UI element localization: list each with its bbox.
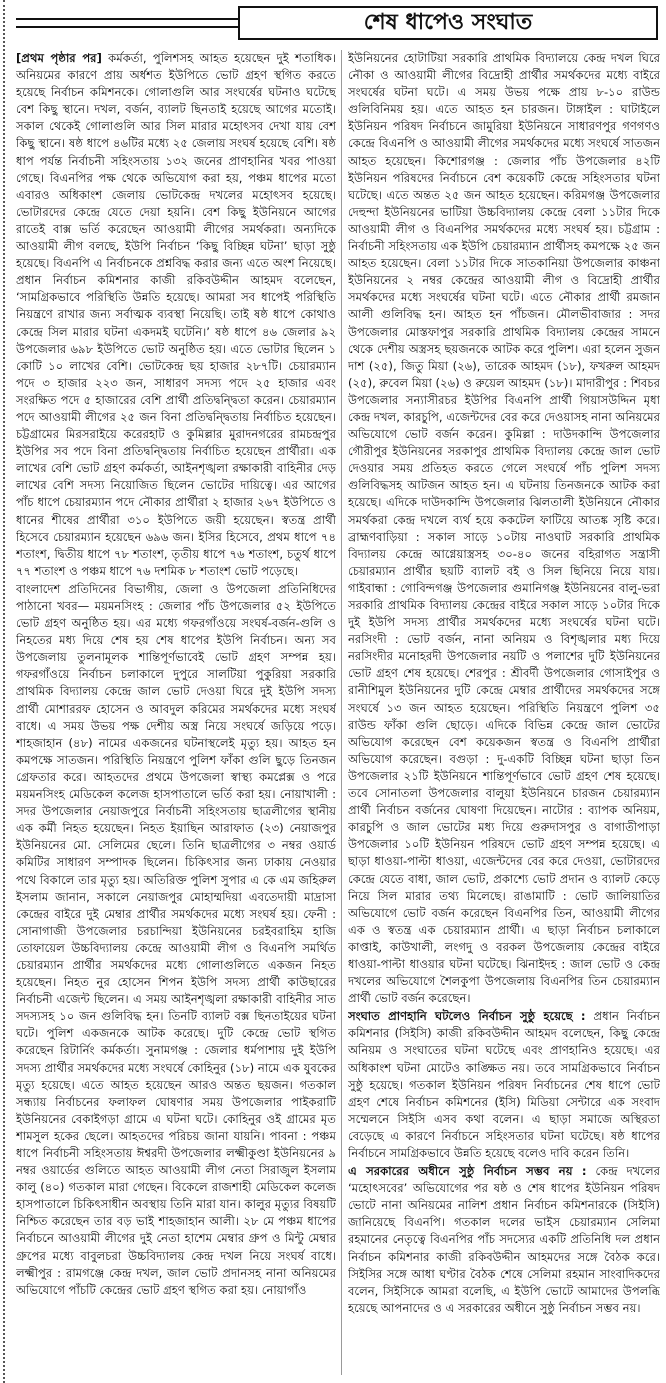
paragraph-text: ইউনিয়নের হোটাটিয়া সরকারি প্রাথমিক বিদ্যালয়ে কেন্দ্র দখল ঘিরে নৌকা ও আওয়ামী লীগের বিদ্রোহী প্রার্থীর সমর্থকদের মধ্যে বাইরে সংঘর্ষের ঘটনা ঘটে। এ সময় উভয় পক্ষে প্রায় ৮-১০ রাউন্ড গুলিবিনিময় হয়। এতে আহত হন চারজন। টাঙ্গাইল : ঘাটাইলে ইউনিয়ন পরিষদ নির্বাচনে জামুরিয়া ইউনিয়নে সাধারণপুর গণগণও কেন্দ্রে বিএনপি ও আওয়ামী লীগের সমর্থকদের মধ্যে সংঘর্ষে সাতজন আহত হয়েছেন। কিশোরগঞ্জ : জেলার পাঁচ উপজেলার ৪২টি ইউনিয়ন পরিষদের নির্বাচনে বেশ কয়েকটি কেন্দ্রে সহিংসতার ঘটনা ঘটেছে। এতে অন্তত ২৫ জন আহত হয়েছেন। করিমগঞ্জ উপজেলার দেহুন্দা ইউনিয়নের ভাটিয়া উচ্চবিদ্যালয় কেন্দ্রে বেলা ১১টার দিকে আওয়ামী লীগ ও বিএনপির সমর্থকদের মধ্যে সংঘর্ষ হয়। চট্টগ্রাম : নির্বাচনী সহিংসতায় এক ইউপি চেয়ারম্যান প্রার্থীসহ কমপক্ষে ২৫ জন আহত হয়েছেন। বেলা ১১টার দিকে সাতকানিয়া উপজেলার কাঞ্চনা ইউনিয়নের ২ নম্বর কেন্দ্রের আওয়ামী লীগ ও বিদ্রোহী প্রার্থীর সমর্থকদের মধ্যে সংঘর্ষের ঘটনা ঘটে। এতে নৌকার প্রার্থী রমজান আলী গুলিবিদ্ধ হন। আহত হন পাঁচজন। মৌলভীবাজার : সদর উপজেলার মোস্তফাপুর সরকারি প্রাথমিক বিদ্যালয় কেন্দ্রের সামনে থেকে দেশীয় অস্ত্রসহ ছয়জনকে আটক করে পুলিশ। এরা হলেন সুজন দাশ (২৫), জিতু মিয়া (২৬), তারেক আহমদ (১৮), ফখরুল আহমদ (২৫), রুবেল মিয়া (২৬) ও রুয়েল আহমদ (১৮)। মাদারীপুর : শিবচর উপজেলার সন্যাসীরচর ইউপির বিএনপি প্রার্থী গিয়াসউদ্দিন মৃধা কেন্দ্র দখল, কারচুপি, এজেন্টদের বের করে দেওয়াসহ নানা অনিয়মের অভিযোগে ভোট বর্জন করেন। কুমিল্লা : দাউদকান্দি উপজেলার গৌরীপুর ইউনিয়নের সরকাপুর প্রাথমিক বিদ্যালয় কেন্দ্রে জাল ভোট দেওয়ার সময় প্রতিহত করতে গেলে সংঘর্ষে পাঁচ পুলিশ সদস্য গুলিবিদ্ধসহ আটজন আহত হন। এ ঘটনায় তিনজনকে আটক করা হয়েছে। এদিকে দাউদকান্দি উপজেলার ঝিলতালী ইউনিয়নে নৌকার সমর্থকরা কেন্দ্র দখলে ব্যর্থ হয়ে ককটেল ফাটিয়ে আতঙ্ক সৃষ্টি করে। ব্রাহ্মণবাড়িয়া : সকাল সাড়ে ১০টায় নাওঘাট সরকারি প্রাথমিক বিদ্যালয় কেন্দ্রে আগ্নেয়াস্ত্রসহ ৩০-৪০ জনের বহিরাগত সন্ত্রাসী চেয়ারম্যান প্রার্থীর ছয়টি ব্যালট বই ও সিল ছিনিয়ে নিয়ে যায়। গাইবান্ধা : গোবিন্দগঞ্জ উপজেলার গুমানিগঞ্জ ইউনিয়নের বালু-ভরা সরকারি প্রাথমিক বিদ্যালয় কেন্দ্রের বাইরে সকাল সাড়ে ১০টার দিকে দুই ইউপি সদস্য প্রার্থীর সমর্থকদের মধ্যে সংঘর্ষের ঘটনা ঘটে। নরসিংদী : ভোট বর্জন, নানা অনিয়ম ও বিশৃঙ্খলার মধ্য দিয়ে নরসিংদীর মনোহরদী উপজেলার নয়টি ও পলাশের দুটি ইউনিয়নের ভোট গ্রহণ শেষ হয়েছে। শেরপুর : শ্রীবর্দী উপজেলার গোসাইপুর ও রানীশিমুল ইউনিয়নের দুটি কেন্দ্রে মেম্বার প্রার্থীদের সমর্থকদের সঙ্গে সংঘর্ষে ১৩ জন আহত হয়েছেন। পরিস্থিতি নিয়ন্ত্রণে পুলিশ ৩৫ রাউন্ড ফাঁকা গুলি ছোড়ে। এদিকে বিভিন্ন কেন্দ্রে জাল ভোটের অভিযোগ করেছেন বেশ কয়েকজন স্বতন্ত্র ও বিএনপি প্রার্থীরা অভিযোগ করেছেন। বগুড়া : দু-একটি বিচ্ছিন্ন ঘটনা ছাড়া তিন উপজেলার ২১টি ইউনিয়নে শান্তিপূর্ণভাবে ভোট গ্রহণ শেষ হয়েছে। তবে সোনাতলা উপজেলার বালুয়া ইউনিয়নে চারজন চেয়ারম্যান প্রার্থী নির্বাচন বর্জনের ঘোষণা দিয়েছেন। নাটোর : ব্যাপক অনিয়ম, কারচুপি ও জাল ভোটের মধ্য দিয়ে গুরুদাসপুর ও বাগাতীপাড়া উপজেলার ১০টি ইউনিয়ন পরিষদে ভোট গ্রহণ সম্পন্ন হয়েছে। এ ছাড়া ধাওয়া-পাল্টা ধাওয়া, এজেন্টদের বের করে দেওয়া, ভোটারদের কেন্দ্রে যেতে বাধা, জাল ভোট, প্রকাশ্যে ভোট প্রদান ও ব্যালট কেড়ে নিয়ে সিল মারার তথ্য মিলেছে। রাঙামাটি : ভোট জালিয়াতির অভিযোগে ভোট বর্জন করেছেন বিএনপির তিন, আওয়ামী লীগের এক ও স্বতন্ত্র এক চেয়ারম্যান প্রার্থী। এ ছাড়া নির্বাচন চলাকালে কাপ্তাই, কাউখালী, লংগদু ও বরকল উপজেলায় কেন্দ্রের বাইরে ধাওয়া-পাল্টা ধাওয়ার ঘটনা ঘটেছে। ঝিনাইদহ : জাল ভোট ও কেন্দ্র দখলের অভিযোগে শৈলকুপা উপজেলায় বিএনপির তিন চেয়ারম্যান প্রার্থী ভোট বর্জন করেছেন। [348,51,660,1006]
paragraph-text: কর্মকর্তা, পুলিশসহ আহত হয়েছেন দুই শতাধিক। অনিয়মের কারণে প্রায় অর্ধশত ইউপিতে ভোট গ্রহণ স্থগিত করতে হয়েছে নির্বাচন কমিশনকে। গোলাগুলি আর সংঘর্ষের ঘটনাও ঘটেছে বেশ কিছু স্থানে। দখল, বর্জন, ব্যালট ছিনতাই হয়েছে আগের মতোই। সকাল থেকেই গোলাগুলি আর সিল মারার মহোৎসব দেখা যায় বেশ কিছু স্থানে। ষষ্ঠ ধাপে ৪৬টির মধ্যে ২৫ জেলায় সংঘর্ষ হয়েছে বেশি। ষষ্ঠ ধাপ পর্যন্ত নির্বাচনী সহিংসতায় ১৩২ জনের প্রাণহানির খবর পাওয়া গেছে। বিএনপির পক্ষ থেকে অভিযোগ করা হয়, পঞ্চম ধাপের মতো এবারও অধিকাংশ জেলায় ভোটকেন্দ্র দখলের মহোৎসব হয়েছে। ভোটারদের কেন্দ্রে যেতে দেয়া হয়নি। বেশ কিছু ইউনিয়নে আগের রাতেই বাক্স ভর্তি করেছেন আওয়ামী লীগের সমর্থকরা। অন্যদিকে আওয়ামী লীগ বলছে, ইউপি নির্বাচন ‘কিছু বিচ্ছিন্ন ঘটনা’ ছাড়া সুষ্ঠু হয়েছে। বিএনপি এ নির্বাচনকে প্রশ্নবিদ্ধ করার জন্য এতে অংশ নিয়েছে। প্রধান নির্বাচন কমিশনার কাজী রকিবউদ্দীন আহমদ বলেছেন, ‘সামগ্রিকভাবে পরিস্থিতি উন্নতি হয়েছে। আমরা সব ধাপেই পরিস্থিতি নিয়ন্ত্রণে রাখার জন্য সর্বাত্মক ব্যবস্থা নিয়েছি। তাই ষষ্ঠ ধাপে কোথাও কেন্দ্রে সিল মারার ঘটনা একদমই ঘটেনি।’ ষষ্ঠ ধাপে ৪৬ জেলার ৯২ উপজেলার ৬৯৮ ইউপিতে ভোট অনুষ্ঠিত হয়। এতে ভোটার ছিলেন ১ কোটি ১০ লাখের বেশি। ভোটকেন্দ্র ছয় হাজার ২৮৭টি। চেয়ারম্যান পদে ৩ হাজার ২২৩ জন, সাধারণ সদস্য পদে ২৫ হাজার এবং সংরক্ষিত পদে ৫ হাজারের বেশি প্রার্থী প্রতিদ্বন্দ্বিতা করেন। চেয়ারম্যান পদে আওয়ামী লীগের ২৫ জন বিনা প্রতিদ্বন্দ্বিতায় নির্বাচিত হয়েছেন। চট্টগ্রামের মিরসরাইয়ে করেরহাট ও কুমিল্লার মুরাদনগরের রামচন্দ্রপুর ইউপির সব পদে বিনা প্রতিদ্বন্দ্বিতায় নির্বাচিত হয়েছেন প্রার্থীরা। এক লাখের বেশি ভোট গ্রহণ কর্মকর্তা, আইনশৃঙ্খলা রক্ষাকারী বাহিনীর দেড় লাখের বেশি সদস্য নিয়োজিত ছিলেন ভোটের দায়িত্বে। এর আগের পাঁচ ধাপে চেয়ারম্যান পদে নৌকার প্রার্থীরা ২ হাজার ২৬৭ ইউপিতে ও ধানের শীষের প্রার্থীরা ৩১০ ইউপিতে জয়ী হয়েছেন। স্বতন্ত্র প্রার্থী হিসেবে চেয়ারম্যান হয়েছেন ৬৯৬ জন। ইসির হিসেবে, প্রথম ধাপে ৭৪ শতাংশ, দ্বিতীয় ধাপে ৭৮ শতাংশ, তৃতীয় ধাপে ৭৬ শতাংশ, চতুর্থ ধাপে ৭৭ শতাংশ ও পঞ্চম ধাপে ৭৬ দশমিক ৮ শতাংশ ভোট পড়েছে। [16,51,336,578]
paragraph-text: প্রধান নির্বাচন কমিশনার (সিইসি) কাজী রকিবউদ্দীন আহমদ বলেছেন, কিছু কেন্দ্রে অনিয়ম ও সংঘাতের ঘটনা ঘটেছে এবং প্রাণহানিও হয়েছে। এর অধিকাংশ ঘটনা মোটেও কাঙ্ক্ষিত নয়। তবে সামগ্রিকভাবে নির্বাচন সুষ্ঠু হয়েছে। গতকাল ইউনিয়ন পরিষদ নির্বাচনের শেষ ধাপে ভোট গ্রহণ শেষে নির্বাচন কমিশনের (ইসি) মিডিয়া সেন্টারে এক সংবাদ সম্মেলনে সিইসি এসব কথা বলেন। এ ছাড়া সমাজে অস্থিরতা বেড়েছে এ কারণে নির্বাচনে সহিংসতার ঘটনা ঘটেছে। ষষ্ঠ ধাপের নির্বাচনে সামগ্রিকভাবে উন্নতি হয়েছে বলেও দাবি করেন তিনি। [348,1009,660,1160]
paragraph-lead: [প্রথম পৃষ্ঠার পর] [16,51,102,65]
paragraph [348,50,660,1007]
column-divider [341,50,342,1375]
paragraph-text: বাংলাদেশ প্রতিদিনের বিভাগীয়, জেলা ও উপজেলা প্রতিনিধিদের পাঠানো খবর— ময়মনসিংহ : জেলার পাঁচ উপজেলার ৫২ ইউপিতে ভোট গ্রহণ অনুষ্ঠিত হয়। এর মধ্যে গফরগাঁওয়ে সংঘর্ষ-বর্জন-গুলি ও নিহতের মধ্য দিয়ে শেষ হয় শেষ ধাপের ইউপি নির্বাচন। অন্য সব উপজেলায় তুলনামূলক শান্তিপূর্ণভাবেই ভোট গ্রহণ সম্পন্ন হয়। গফরগাঁওয়ে নির্বাচন চলাকালে দুপুরে সালটিয়া পুকুরিয়া সরকারি প্রাথমিক বিদ্যালয় কেন্দ্রে জাল ভোট দেওয়া ঘিরে দুই ইউপি সদস্য প্রার্থী মোশাররফ হোসেন ও আবদুল করিমের সমর্থকদের মধ্যে সংঘর্ষ বাধে। এ সময় উভয় পক্ষ দেশীয় অস্ত্র নিয়ে সংঘর্ষে জড়িয়ে পড়ে। শাহজাহান (৪৮) নামের একজনের ঘটনাস্থলেই মৃত্যু হয়। আহত হন কমপক্ষে সাতজন। পরিস্থিতি নিয়ন্ত্রণে পুলিশ ফাঁকা গুলি ছুড়ে তিনজন গ্রেফতার করে। আহতদের প্রথমে উপজেলা স্বাস্থ্য কমপ্লেক্স ও পরে ময়মনসিংহ মেডিকেল কলেজ হাসপাতালে ভর্তি করা হয়। নোয়াখালী : সদর উপজেলার নেয়াজপুরে নির্বাচনী সহিংসতায় ছাত্রলীগের স্থানীয় এক কর্মী নিহত হয়েছেন। নিহত ইয়াছিন আরাফাত (২৩) নেয়াজপুর ইউনিয়নের মো. সেলিমের ছেলে। তিনি ছাত্রলীগের ৩ নম্বর ওয়ার্ড কমিটির সাধারণ সম্পাদক ছিলেন। চিকিৎসার জন্য ঢাকায় নেওয়ার পথে বিকালে তার মৃত্যু হয়। অতিরিক্ত পুলিশ সুপার এ কে এম জহিরুল ইসলাম জানান, সকালে নেয়াজপুর মোহাম্মদিয়া এবতেদায়ী মাদ্রাসা কেন্দ্রের বাইরে দুই মেম্বার প্রার্থীর সমর্থকদের মধ্যে সংঘর্ষ হয়। ফেনী : সোনাগাজী উপজেলার চরচান্দিয়া ইউনিয়নের চরইবরাহিম হাজি তোফায়েল উচ্চবিদ্যালয় কেন্দ্রে আওয়ামী লীগ ও বিএনপি সমর্থিত চেয়ারম্যান প্রার্থীর সমর্থকদের মধ্যে গোলাগুলিতে একজন নিহত হয়েছেন। নিহত নুর হোসেন শিপন ইউপি সদস্য প্রার্থী কাউছারের নির্বাচনী এজেন্ট ছিলেন। এ সময় আইনশৃঙ্খলা রক্ষাকারী বাহিনীর সাত সদস্যসহ ১০ জন গুলিবিদ্ধ হন। তিনটি ব্যালট বক্স ছিনতাইয়ের ঘটনা ঘটে। পুলিশ একজনকে আটক করেছে। দুটি কেন্দ্রে ভোট স্থগিত করেছেন রিটার্নিং কর্মকর্তা। সুনামগঞ্জ : জেলার ধর্মপাশায় দুই ইউপি সদস্য প্রার্থীর সমর্থকদের মধ্যে সংঘর্ষে কোহিনুর (১৮) নামে এক যুবকের মৃত্যু হয়েছে। এতে আহত হয়েছেন আরও অন্তত ছয়জন। গতকাল সন্ধ্যায় নির্বাচনের ফলাফল ঘোষণার সময় উপজেলার পাইকরাটি ইউনিয়নের বেকাইগড়া গ্রামে এ ঘটনা ঘটে। কোহিনুর ওই গ্রামের মৃত শামসুল হকের ছেলে। আহতদের পরিচয় জানা যায়নি। পাবনা : পঞ্চম ধাপে নির্বাচনী সহিংসতায় ঈশ্বরদী উপজেলার লক্ষ্মীকুণ্ডা ইউনিয়নের ৯ নম্বর ওয়ার্ডের গুলিতে আহত আওয়ামী লীগ নেতা সিরাজুল ইসলাম কালু (৪০) গতকাল মারা গেছেন। বিকেলে রাজশাহী মেডিকেল কলেজ হাসপাতালে চিকিৎসাধীন অবস্থায় তিনি মারা যান। কালুর মৃত্যুর বিষয়টি নিশ্চিত করেছেন তার বড় ভাই শাহজাহান আলী। ২৮ মে পঞ্চম ধাপের নির্বাচনে আওয়ামী লীগের দুই নেতা হাশেম মেম্বার গ্রুপ ও মিন্টু মেম্বার গ্রুপের মধ্যে বাবুলচরা উচ্চবিদ্যালয় কেন্দ্র দখল নিয়ে সংঘর্ষ বাধে। লক্ষ্মীপুর : রামগঞ্জে কেন্দ্র দখল, জাল ভোট প্রদানসহ নানা অনিয়মের অভিযোগে পাঁচটি কেন্দ্রের ভোট গ্রহণ স্থগিত করা হয়। নোয়াগাঁও [16,581,336,1297]
paragraph [348,1163,660,1317]
article-column-left [16,50,336,1375]
paragraph [16,581,336,1299]
header-rule-bottom [16,26,238,28]
headline: শেষ ধাপেও সংঘাত [238,6,658,40]
dotted-margin-line [3,0,13,1383]
paragraph-text: কেন্দ্র দখলের ‘মহোৎসবের’ অভিযোগের পর ষষ্ঠ ও শেষ ধাপের ইউনিয়ন পরিষদ ভোটে নানা অনিয়মের নালিশ প্রধান নির্বাচন কমিশনারকে (সিইসি) জানিয়েছে বিএনপি। গতকাল দলের ভাইস চেয়ারম্যান সেলিমা রহমানের নেতৃত্বে বিএনপির পাঁচ সদস্যের একটি প্রতিনিধি দল প্রধান নির্বাচন কমিশনার কাজী রকিবউদ্দীন আহমদের সঙ্গে বৈঠক করে। সিইসির সঙ্গে আধা ঘণ্টার বৈঠক শেষে সেলিমা রহমান সাংবাদিকদের বলেন, সিইসিকে আমরা বলেছি, এ ইউপি ভোটে আমাদের উপলব্ধি হয়েছে আপনাদের ও এ সরকারের অধীনে সুষ্ঠু নির্বাচন সম্ভব নয়। [348,1164,660,1315]
paragraph [348,1008,660,1162]
subheading: সংঘাত প্রাণহানি ঘটলেও নির্বাচন সুষ্ঠু হয়েছে : [348,1009,586,1024]
header-rule-top [16,18,238,20]
subheading: এ সরকারের অধীনে সুষ্ঠু নির্বাচন সম্ভব নয় : [348,1164,587,1179]
article-column-right [348,50,660,1375]
paragraph [16,50,336,580]
